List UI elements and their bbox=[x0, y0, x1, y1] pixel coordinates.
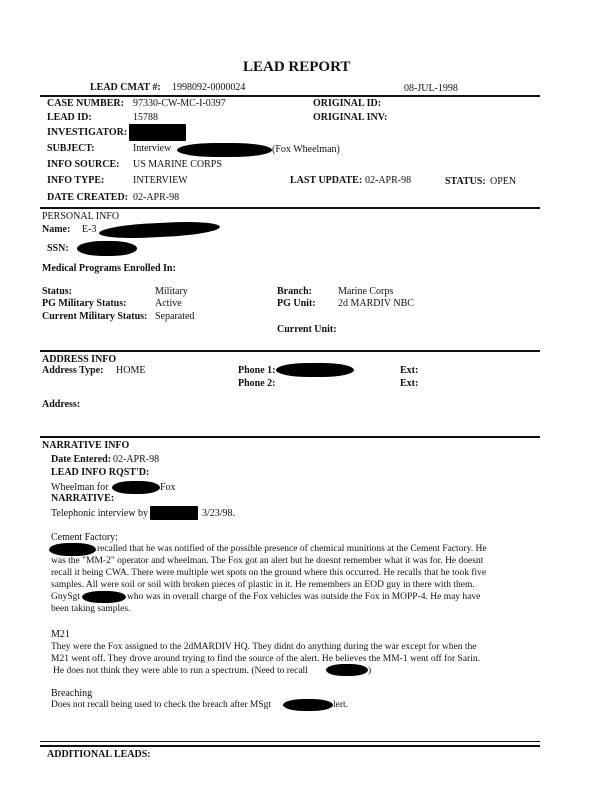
cement-line-5: who was in overall charge of the Fox vehicles was outside the Fox in MOPP-4. He may have bbox=[127, 592, 481, 602]
cement-heading: Cement Factory: bbox=[51, 532, 118, 543]
mil-status-value: Military bbox=[155, 286, 188, 297]
lead-id-label: LEAD ID: bbox=[47, 112, 92, 123]
narrative-label: NARRATIVE: bbox=[51, 493, 115, 504]
pg-unit-label: PG Unit: bbox=[277, 298, 316, 309]
m21-line-1: They were the Fox assigned to the 2dMARDIV HQ. They didnt do anything during the war except for when the bbox=[51, 642, 477, 652]
lead-cmat-label: LEAD CMAT #: bbox=[90, 82, 161, 93]
status-label: STATUS: bbox=[445, 176, 486, 187]
investigator-label: INVESTIGATOR: bbox=[47, 127, 128, 138]
redaction-subject bbox=[177, 143, 272, 157]
info-source-label: INFO SOURCE: bbox=[47, 159, 120, 170]
address-label: Address: bbox=[42, 399, 81, 410]
wheelman-suffix: Fox bbox=[160, 482, 176, 493]
lead-id-value: 15788 bbox=[133, 112, 158, 123]
pg-status-value: Active bbox=[155, 298, 182, 309]
m21-line-3: He does not think they were able to run a spectrum. (Need to recall bbox=[53, 666, 308, 676]
redaction-name bbox=[99, 220, 221, 240]
branch-value: Marine Corps bbox=[338, 286, 394, 297]
redaction-investigator bbox=[129, 124, 186, 141]
name-label: Name: bbox=[42, 224, 71, 235]
ext1-label: Ext: bbox=[400, 365, 419, 376]
cement-line-1: recalled that he was notified of the possible presence of chemical munitions at the Cement Factory. He bbox=[97, 544, 487, 554]
info-source-value: US MARINE CORPS bbox=[133, 159, 222, 170]
telephonic-prefix: Telephonic interview by bbox=[51, 508, 149, 519]
leads-rule-2 bbox=[40, 745, 540, 747]
report-title: LEAD REPORT bbox=[243, 59, 351, 75]
address-rule bbox=[40, 350, 540, 352]
narrative-header: NARRATIVE INFO bbox=[42, 440, 130, 451]
redaction-cement-2 bbox=[82, 591, 126, 603]
cement-line-4: samples. All were soil or soil with broken pieces of plastic in it. He remembers an EOD guy in there with them. bbox=[51, 580, 475, 590]
leads-rule-1 bbox=[40, 741, 540, 742]
original-id-label: ORIGINAL ID: bbox=[313, 98, 382, 109]
info-type-value: INTERVIEW bbox=[133, 175, 188, 186]
address-header: ADDRESS INFO bbox=[42, 354, 117, 365]
address-type-value: HOME bbox=[116, 365, 146, 376]
date-entered-value: 02-APR-98 bbox=[113, 454, 160, 465]
info-type-label: INFO TYPE: bbox=[47, 175, 105, 186]
cement-line-2: was the "MM-2" operator and wheelman. The Fox got an alert but he doesnt remember what it was for. He doesnt bbox=[51, 556, 484, 566]
redaction-interviewer bbox=[150, 506, 198, 520]
ext2-label: Ext: bbox=[400, 378, 419, 389]
name-prefix: E-3 bbox=[82, 224, 97, 235]
branch-label: Branch: bbox=[277, 286, 312, 297]
redaction-ssn bbox=[77, 241, 137, 256]
redaction-phone bbox=[276, 363, 354, 377]
redaction-m21 bbox=[326, 664, 368, 676]
current-unit-label: Current Unit: bbox=[277, 324, 337, 335]
case-number-label: CASE NUMBER: bbox=[47, 98, 124, 109]
telephonic-date: 3/23/98. bbox=[202, 508, 236, 519]
redaction-cement-1 bbox=[49, 543, 96, 556]
status-value: OPEN bbox=[490, 176, 517, 187]
lead-cmat-value: 1998092-0000024 bbox=[172, 82, 246, 93]
breaching-prefix: Does not recall being used to check the breach after MSgt bbox=[51, 700, 272, 710]
date-created-value: 02-APR-98 bbox=[133, 192, 180, 203]
subject-label: SUBJECT: bbox=[47, 143, 95, 154]
m21-heading: M21 bbox=[51, 629, 70, 640]
report-date: 08-JUL-1998 bbox=[404, 83, 458, 94]
wheelman-prefix: Wheelman for bbox=[51, 482, 109, 493]
cement-line-5-prefix: GnySgt bbox=[51, 592, 81, 602]
m21-line-2: M21 went off. They drove around trying to find the source of the alert. He believes the MM-1 went off for Sarin. bbox=[51, 654, 480, 664]
last-update-label: LAST UPDATE: bbox=[290, 175, 363, 186]
narrative-rule bbox=[40, 436, 540, 438]
subject-suffix: (Fox Wheelman) bbox=[272, 144, 340, 155]
additional-leads-label: ADDITIONAL LEADS: bbox=[47, 749, 151, 760]
phone2-label: Phone 2: bbox=[238, 378, 276, 389]
mil-status-label: Status: bbox=[42, 286, 73, 297]
header-rule bbox=[40, 95, 540, 97]
personal-rule bbox=[40, 207, 540, 209]
current-status-value: Separated bbox=[155, 311, 195, 322]
cement-line-3: recall it being CWA. There were multiple wet spots on the ground where this occurred. He recalls that he took five bbox=[51, 568, 487, 578]
phone1-label: Phone 1: bbox=[238, 365, 276, 376]
pg-unit-value: 2d MARDIV NBC bbox=[338, 298, 414, 309]
last-update-value: 02-APR-98 bbox=[365, 175, 412, 186]
address-type-label: Address Type: bbox=[42, 365, 104, 376]
date-created-label: DATE CREATED: bbox=[47, 192, 129, 203]
cement-line-6: been taking samples. bbox=[51, 604, 131, 614]
lead-info-rqst-label: LEAD INFO RQST'D: bbox=[51, 467, 150, 478]
breaching-heading: Breaching bbox=[51, 688, 93, 699]
date-entered-label: Date Entered: bbox=[51, 454, 112, 465]
redaction-breaching bbox=[283, 699, 333, 711]
personal-header: PERSONAL INFO bbox=[42, 211, 120, 222]
redaction-wheelman bbox=[112, 481, 160, 494]
subject-prefix: Interview bbox=[133, 143, 172, 154]
ssn-label: SSN: bbox=[47, 243, 69, 254]
original-inv-label: ORIGINAL INV: bbox=[313, 112, 388, 123]
current-status-label: Current Military Status: bbox=[42, 311, 148, 322]
medical-label: Medical Programs Enrolled In: bbox=[42, 263, 176, 274]
pg-status-label: PG Military Status: bbox=[42, 298, 127, 309]
case-number-value: 97330-CW-MC-I-0397 bbox=[133, 98, 226, 109]
breaching-suffix: lert. bbox=[333, 700, 349, 710]
m21-line-3-end: ) bbox=[368, 666, 372, 676]
